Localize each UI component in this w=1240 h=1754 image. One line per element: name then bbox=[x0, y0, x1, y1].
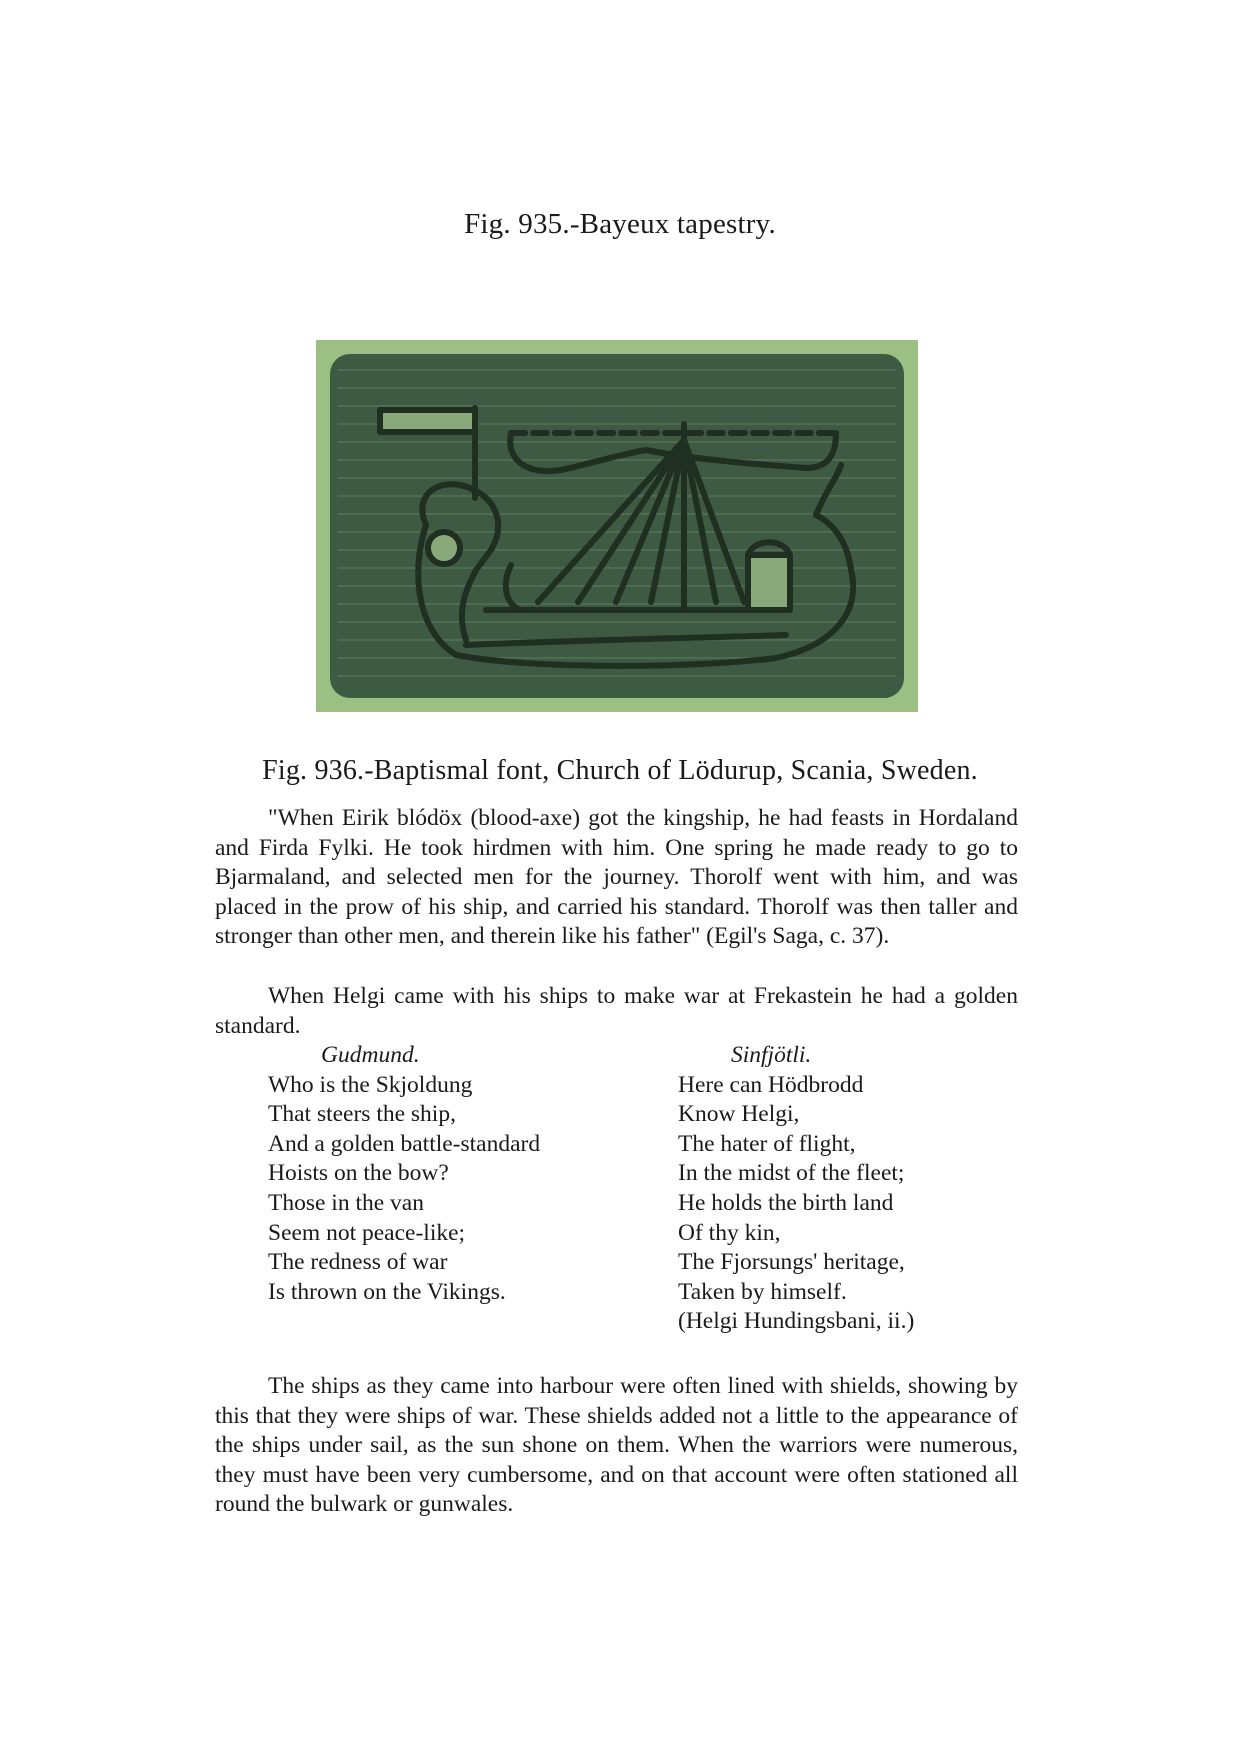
poem-line: Who is the Skjoldung bbox=[268, 1071, 473, 1098]
poem-source: (Helgi Hundingsbani, ii.) bbox=[678, 1308, 915, 1335]
poem-line: In the midst of the fleet; bbox=[678, 1160, 905, 1187]
poem-speaker: Gudmund. bbox=[321, 1042, 420, 1068]
baptismal-font-ship-image bbox=[316, 340, 918, 712]
paragraph-helgi: When Helgi came with his ships to make war at Frekastein he had a golden standard. bbox=[215, 983, 1018, 1039]
poem-line: And a golden battle-standard bbox=[268, 1130, 541, 1157]
ship-carving-drawing bbox=[316, 340, 918, 712]
poem-line: The hater of flight, bbox=[678, 1130, 856, 1157]
paragraph-egils-saga: "When Eirik blódöx (blood-axe) got the kingship, he had feasts in Hordaland and Firda Fylki. He took hirdmen with him. One spring he made ready to go to Bjarmaland, and selected men for the journey. Thorolf went with him, and was placed in the prow of his ship, and carried his standard. Thorolf was then taller and stronger than other men, and therein like his father" (Egil's Saga, c. 37). bbox=[215, 805, 1018, 950]
poem-line: Hoists on the bow? bbox=[268, 1160, 449, 1187]
poem-line: Of thy kin, bbox=[678, 1219, 781, 1246]
figure-caption-935: Fig. 935.-Bayeux tapestry. bbox=[464, 208, 776, 240]
poem-line: He holds the birth land bbox=[678, 1189, 894, 1216]
poem-column-sinfjotli bbox=[678, 1041, 914, 1337]
poem-line: Those in the van bbox=[268, 1189, 424, 1216]
poem-line: Taken by himself. bbox=[678, 1278, 847, 1305]
poem-line: Here can Hödbrodd bbox=[678, 1071, 864, 1098]
poem-line: The Fjorsungs' heritage, bbox=[678, 1249, 905, 1276]
poem-line: Seem not peace-like; bbox=[268, 1219, 466, 1246]
poem-column-gudmund bbox=[268, 1041, 540, 1307]
poem-speaker: Sinfjötli. bbox=[731, 1042, 812, 1068]
figure-caption-936: Fig. 936.-Baptismal font, Church of Lödurup, Scania, Sweden. bbox=[262, 755, 978, 786]
poem-line: That steers the ship, bbox=[268, 1101, 456, 1128]
poem-line: Is thrown on the Vikings. bbox=[268, 1278, 506, 1305]
poem-line: Know Helgi, bbox=[678, 1101, 800, 1128]
poem-line: The redness of war bbox=[268, 1249, 448, 1276]
paragraph-shields: The ships as they came into harbour were often lined with shields, showing by this that they were ships of war. These shields added not a little to the appearance of the ships under sail, as the sun shone on them. When the warriors were numerous, they must have been very cumbersome, and on that account were often stationed all round the bulwark or gunwales. bbox=[215, 1373, 1018, 1518]
